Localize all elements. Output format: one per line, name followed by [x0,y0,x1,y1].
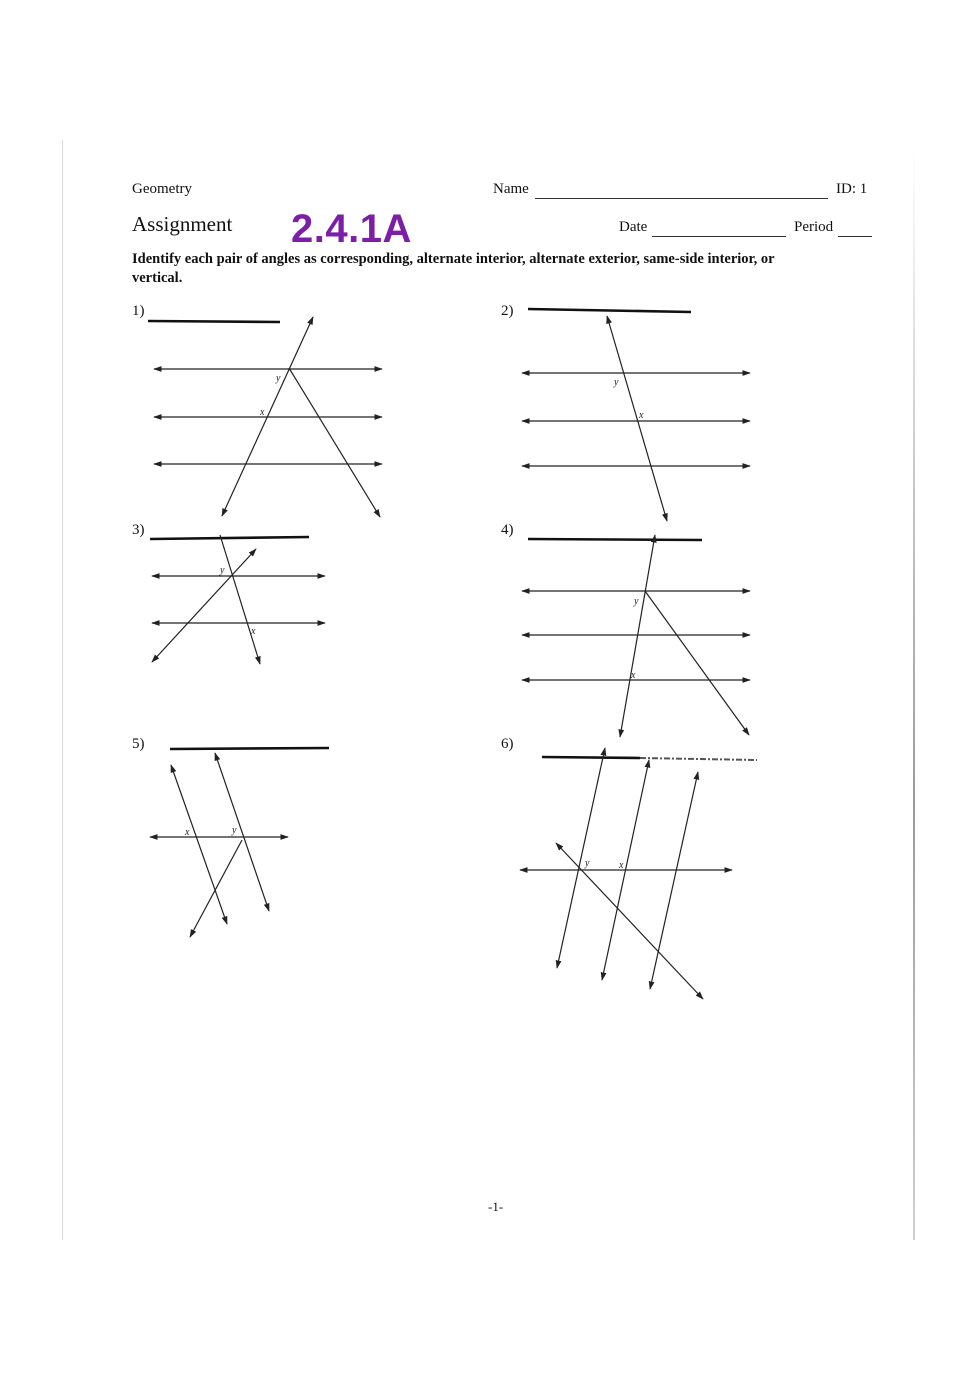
problem-2-number: 2) [501,303,514,319]
problem-6-transversal-3 [650,772,698,989]
problem-5-answer-line[interactable] [170,748,329,749]
problem-1-number: 1) [132,303,145,319]
problem-5-transversal-1 [171,765,227,924]
problem-5-figure [150,748,329,937]
problem-6-figure [520,748,757,999]
problem-2-answer-line[interactable] [528,309,691,312]
problem-4-number: 4) [501,522,514,538]
problem-5-number: 5) [132,736,145,752]
assignment-label: Assignment [132,212,233,236]
problem-6-answer-line[interactable] [542,757,640,758]
problem-3-transversal-2 [152,549,256,662]
problem-5-label-x: x [185,827,190,838]
id-label: ID: 1 [836,181,868,197]
problem-1-answer-line[interactable] [148,321,280,322]
course-label: Geometry [132,181,192,197]
problem-4-transversal-2 [645,591,749,735]
problem-6-label-y: y [585,858,590,869]
problem-1-label-x: x [260,407,265,418]
problem-4-figure [522,535,750,737]
problem-2-figure [522,309,750,521]
problem-4-label-x: x [631,670,636,681]
problem-1-label-y: y [276,373,281,384]
problem-6-answer-line-faint [640,758,757,760]
problem-5-label-y: y [232,825,237,836]
problem-5-transversal-2 [215,753,269,911]
problem-6-number: 6) [501,736,514,752]
problem-4-transversal-1 [620,535,655,737]
instructions: Identify each pair of angles as corresponding, alternate interior, alternate exterior, same-side interior, or vertical. [132,251,775,286]
problem-3-transversal-1 [220,535,260,664]
problem-5-transversal-3 [190,840,242,937]
problem-4-label-y: y [634,596,639,607]
problem-1-transversal-2 [289,368,380,517]
problem-6-label-x: x [619,860,624,871]
problem-3-answer-line[interactable] [150,537,309,539]
period-label: Period [794,219,834,235]
problem-6-transversal-4 [556,843,703,999]
page-number: -1- [488,1199,504,1214]
problem-6-transversal-1 [557,748,605,968]
problem-2-label-y: y [614,377,619,388]
problem-1-figure [148,317,382,517]
name-label: Name [493,181,529,197]
problem-4-answer-line[interactable] [528,539,702,540]
assignment-code: 2.4.1A [291,207,412,251]
problem-2-transversal [607,316,667,521]
problem-3-label-y: y [220,565,225,576]
problem-3-number: 3) [132,522,145,538]
problem-3-label-x: x [251,626,256,637]
problem-2-label-x: x [639,410,644,421]
date-label: Date [619,219,648,235]
problem-3-figure [150,535,325,664]
